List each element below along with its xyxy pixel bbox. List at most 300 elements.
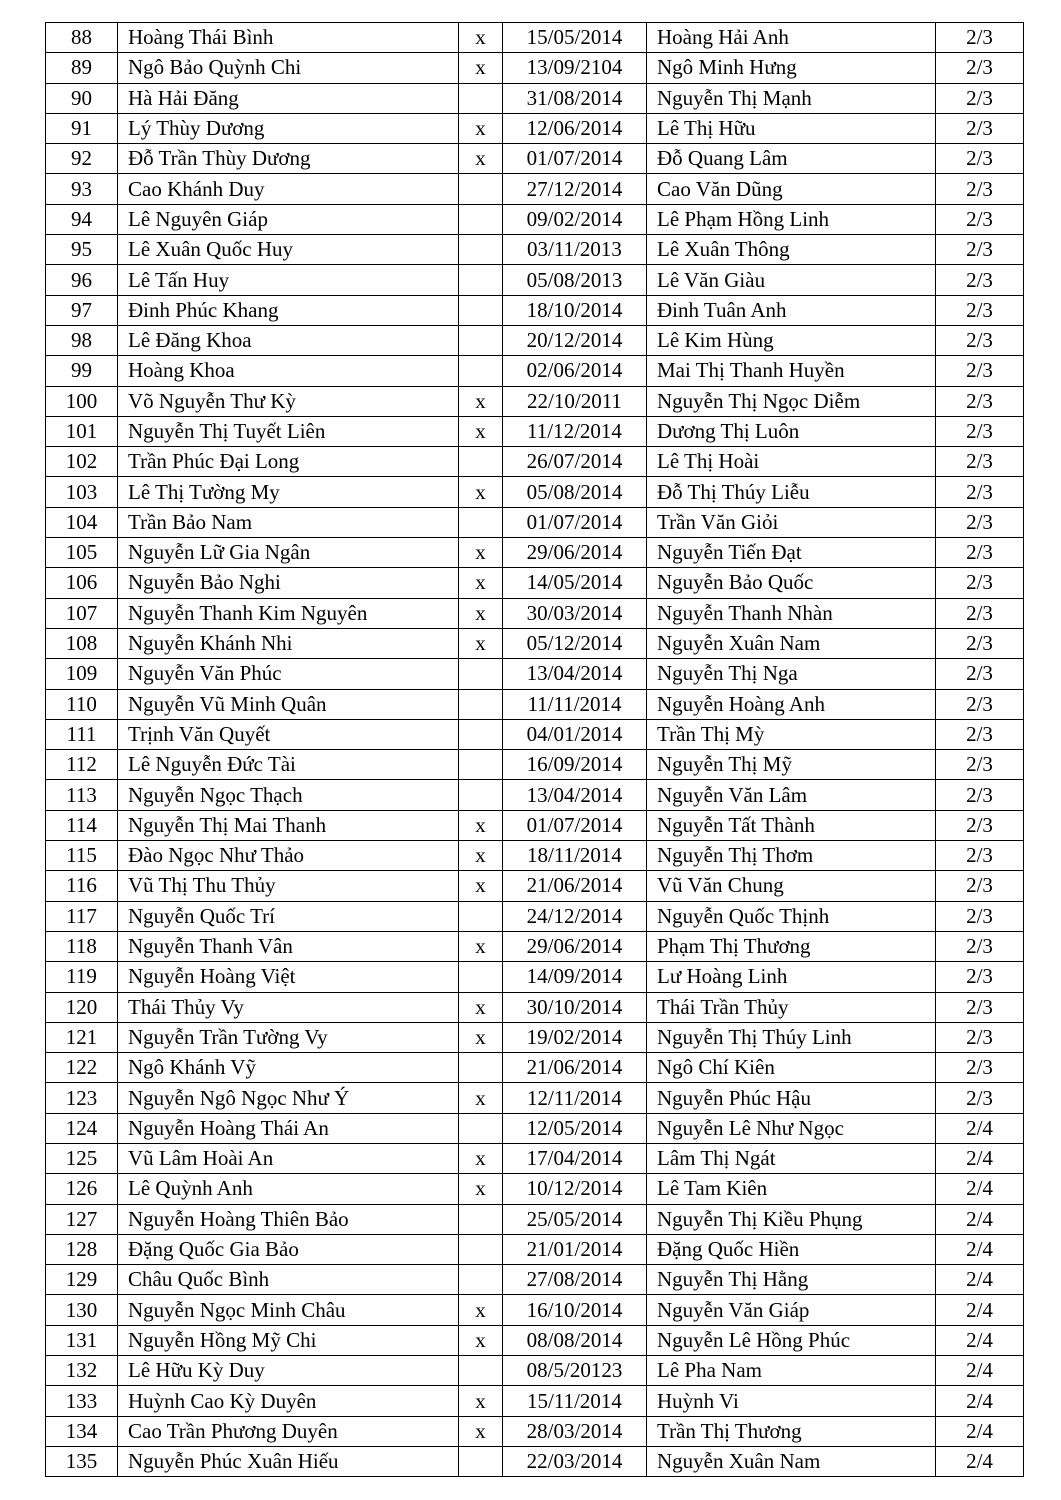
mark-cell: [459, 780, 503, 810]
date-of-birth: 17/04/2014: [503, 1143, 647, 1173]
row-number: 115: [46, 841, 118, 871]
parent-name: Trần Thị Mỳ: [647, 719, 936, 749]
date-of-birth: 08/5/20123: [503, 1356, 647, 1386]
date-of-birth: 02/06/2014: [503, 356, 647, 386]
table-row: [46, 386, 1024, 416]
date-of-birth: 11/11/2014: [503, 689, 647, 719]
row-number: 107: [46, 598, 118, 628]
student-name: Nguyễn Hoàng Thái An: [118, 1113, 459, 1143]
mark-cell: [459, 750, 503, 780]
row-number: 134: [46, 1416, 118, 1446]
class-cell: 2/3: [936, 235, 1024, 265]
mark-cell: x: [459, 931, 503, 961]
student-name: Hoàng Khoa: [118, 356, 459, 386]
date-of-birth: 16/09/2014: [503, 750, 647, 780]
student-name: Cao Khánh Duy: [118, 174, 459, 204]
table-row: [46, 901, 1024, 931]
mark-cell: [459, 1265, 503, 1295]
row-number: 111: [46, 719, 118, 749]
date-of-birth: 14/05/2014: [503, 568, 647, 598]
mark-cell: [459, 1113, 503, 1143]
parent-name: Nguyễn Thanh Nhàn: [647, 598, 936, 628]
table-row: [46, 53, 1024, 83]
student-name: Lý Thùy Dương: [118, 113, 459, 143]
class-cell: 2/3: [936, 325, 1024, 355]
table-row: [46, 962, 1024, 992]
mark-cell: x: [459, 416, 503, 446]
row-number: 98: [46, 325, 118, 355]
date-of-birth: 11/12/2014: [503, 416, 647, 446]
date-of-birth: 26/07/2014: [503, 447, 647, 477]
table-row: [46, 689, 1024, 719]
parent-name: Thái Trần Thủy: [647, 992, 936, 1022]
class-cell: 2/3: [936, 265, 1024, 295]
date-of-birth: 13/04/2014: [503, 780, 647, 810]
table-row: [46, 83, 1024, 113]
mark-cell: [459, 1446, 503, 1476]
row-number: 123: [46, 1083, 118, 1113]
class-cell: 2/4: [936, 1265, 1024, 1295]
parent-name: Nguyễn Thị Hằng: [647, 1265, 936, 1295]
mark-cell: [459, 265, 503, 295]
table-row: [46, 538, 1024, 568]
student-name: Trần Bảo Nam: [118, 507, 459, 537]
date-of-birth: 21/01/2014: [503, 1234, 647, 1264]
row-number: 133: [46, 1386, 118, 1416]
parent-name: Hoàng Hải Anh: [647, 23, 936, 53]
date-of-birth: 05/08/2013: [503, 265, 647, 295]
table-row: [46, 235, 1024, 265]
date-of-birth: 27/12/2014: [503, 174, 647, 204]
row-number: 94: [46, 204, 118, 234]
class-cell: 2/3: [936, 447, 1024, 477]
date-of-birth: 13/09/2104: [503, 53, 647, 83]
student-name: Lê Thị Tường My: [118, 477, 459, 507]
student-name: Cao Trần Phương Duyên: [118, 1416, 459, 1446]
mark-cell: [459, 235, 503, 265]
student-name: Lê Tấn Huy: [118, 265, 459, 295]
mark-cell: [459, 325, 503, 355]
table-row: [46, 174, 1024, 204]
parent-name: Ngô Minh Hưng: [647, 53, 936, 83]
row-number: 124: [46, 1113, 118, 1143]
class-cell: 2/4: [936, 1416, 1024, 1446]
table-row: [46, 23, 1024, 53]
table-row: [46, 992, 1024, 1022]
table-row: [46, 1204, 1024, 1234]
class-cell: 2/3: [936, 23, 1024, 53]
student-name: Trần Phúc Đại Long: [118, 447, 459, 477]
row-number: 121: [46, 1022, 118, 1052]
parent-name: Nguyễn Xuân Nam: [647, 628, 936, 658]
parent-name: Huỳnh Vi: [647, 1386, 936, 1416]
row-number: 128: [46, 1234, 118, 1264]
class-cell: 2/4: [936, 1446, 1024, 1476]
student-name: Nguyễn Bảo Nghi: [118, 568, 459, 598]
class-cell: 2/4: [936, 1295, 1024, 1325]
row-number: 105: [46, 538, 118, 568]
class-cell: 2/3: [936, 568, 1024, 598]
table-row: [46, 1113, 1024, 1143]
parent-name: Đặng Quốc Hiền: [647, 1234, 936, 1264]
class-cell: 2/4: [936, 1356, 1024, 1386]
date-of-birth: 30/10/2014: [503, 992, 647, 1022]
parent-name: Nguyễn Bảo Quốc: [647, 568, 936, 598]
class-cell: 2/3: [936, 204, 1024, 234]
row-number: 132: [46, 1356, 118, 1386]
row-number: 116: [46, 871, 118, 901]
row-number: 109: [46, 659, 118, 689]
student-name: Nguyễn Thị Tuyết Liên: [118, 416, 459, 446]
mark-cell: [459, 83, 503, 113]
mark-cell: [459, 204, 503, 234]
student-name: Ngô Khánh Vỹ: [118, 1053, 459, 1083]
class-cell: 2/3: [936, 780, 1024, 810]
row-number: 96: [46, 265, 118, 295]
parent-name: Lê Thị Hoài: [647, 447, 936, 477]
table-row: [46, 750, 1024, 780]
table-row: [46, 265, 1024, 295]
row-number: 118: [46, 931, 118, 961]
student-name: Nguyễn Hoàng Thiên Bảo: [118, 1204, 459, 1234]
parent-name: Lê Xuân Thông: [647, 235, 936, 265]
date-of-birth: 04/01/2014: [503, 719, 647, 749]
row-number: 113: [46, 780, 118, 810]
mark-cell: x: [459, 1143, 503, 1173]
parent-name: Nguyễn Tất Thành: [647, 810, 936, 840]
student-name: Lê Nguyên Giáp: [118, 204, 459, 234]
student-name: Nguyễn Thị Mai Thanh: [118, 810, 459, 840]
parent-name: Lê Pha Nam: [647, 1356, 936, 1386]
parent-name: Nguyễn Tiến Đạt: [647, 538, 936, 568]
student-name: Nguyễn Hồng Mỹ Chi: [118, 1325, 459, 1355]
table-row: [46, 598, 1024, 628]
row-number: 104: [46, 507, 118, 537]
mark-cell: x: [459, 1416, 503, 1446]
parent-name: Trần Thị Thương: [647, 1416, 936, 1446]
student-name: Đặng Quốc Gia Bảo: [118, 1234, 459, 1264]
table-row: [46, 780, 1024, 810]
student-name: Nguyễn Ngọc Thạch: [118, 780, 459, 810]
table-row: [46, 1446, 1024, 1476]
mark-cell: x: [459, 538, 503, 568]
student-name: Hoàng Thái Bình: [118, 23, 459, 53]
row-number: 100: [46, 386, 118, 416]
mark-cell: x: [459, 386, 503, 416]
mark-cell: x: [459, 144, 503, 174]
date-of-birth: 21/06/2014: [503, 1053, 647, 1083]
table-row: [46, 568, 1024, 598]
table-row: [46, 325, 1024, 355]
row-number: 130: [46, 1295, 118, 1325]
mark-cell: [459, 719, 503, 749]
mark-cell: x: [459, 1022, 503, 1052]
parent-name: Nguyễn Thị Ngọc Diễm: [647, 386, 936, 416]
class-cell: 2/4: [936, 1113, 1024, 1143]
row-number: 127: [46, 1204, 118, 1234]
mark-cell: x: [459, 598, 503, 628]
class-cell: 2/3: [936, 507, 1024, 537]
date-of-birth: 22/10/2011: [503, 386, 647, 416]
parent-name: Đinh Tuân Anh: [647, 295, 936, 325]
student-name: Nguyễn Thanh Kim Nguyên: [118, 598, 459, 628]
row-number: 95: [46, 235, 118, 265]
parent-name: Nguyễn Lê Như Ngọc: [647, 1113, 936, 1143]
student-name: Đỗ Trần Thùy Dương: [118, 144, 459, 174]
date-of-birth: 18/11/2014: [503, 841, 647, 871]
table-row: [46, 1265, 1024, 1295]
date-of-birth: 01/07/2014: [503, 144, 647, 174]
mark-cell: x: [459, 1083, 503, 1113]
class-cell: 2/4: [936, 1143, 1024, 1173]
date-of-birth: 29/06/2014: [503, 538, 647, 568]
class-cell: 2/3: [936, 144, 1024, 174]
date-of-birth: 15/11/2014: [503, 1386, 647, 1416]
parent-name: Lê Thị Hữu: [647, 113, 936, 143]
mark-cell: x: [459, 810, 503, 840]
class-cell: 2/3: [936, 931, 1024, 961]
date-of-birth: 22/03/2014: [503, 1446, 647, 1476]
mark-cell: [459, 659, 503, 689]
row-number: 126: [46, 1174, 118, 1204]
row-number: 101: [46, 416, 118, 446]
mark-cell: [459, 1356, 503, 1386]
student-name: Nguyễn Phúc Xuân Hiếu: [118, 1446, 459, 1476]
table-row: [46, 477, 1024, 507]
parent-name: Nguyễn Văn Giáp: [647, 1295, 936, 1325]
date-of-birth: 15/05/2014: [503, 23, 647, 53]
class-cell: 2/4: [936, 1174, 1024, 1204]
table-row: [46, 659, 1024, 689]
date-of-birth: 29/06/2014: [503, 931, 647, 961]
student-name: Huỳnh Cao Kỳ Duyên: [118, 1386, 459, 1416]
date-of-birth: 21/06/2014: [503, 871, 647, 901]
table-row: [46, 113, 1024, 143]
date-of-birth: 16/10/2014: [503, 1295, 647, 1325]
date-of-birth: 10/12/2014: [503, 1174, 647, 1204]
class-cell: 2/3: [936, 174, 1024, 204]
mark-cell: [459, 295, 503, 325]
parent-name: Lê Kim Hùng: [647, 325, 936, 355]
student-name: Lê Đăng Khoa: [118, 325, 459, 355]
date-of-birth: 28/03/2014: [503, 1416, 647, 1446]
row-number: 90: [46, 83, 118, 113]
student-name: Nguyễn Vũ Minh Quân: [118, 689, 459, 719]
class-cell: 2/3: [936, 1022, 1024, 1052]
table-row: [46, 1356, 1024, 1386]
class-cell: 2/3: [936, 841, 1024, 871]
student-name: Nguyễn Khánh Nhi: [118, 628, 459, 658]
table-row: [46, 204, 1024, 234]
class-cell: 2/3: [936, 598, 1024, 628]
class-cell: 2/3: [936, 477, 1024, 507]
date-of-birth: 09/02/2014: [503, 204, 647, 234]
row-number: 102: [46, 447, 118, 477]
student-name: Nguyễn Hoàng Việt: [118, 962, 459, 992]
table-row: [46, 1416, 1024, 1446]
student-name: Thái Thủy Vy: [118, 992, 459, 1022]
mark-cell: x: [459, 113, 503, 143]
table-row: [46, 1386, 1024, 1416]
table-row: [46, 841, 1024, 871]
table-row: [46, 356, 1024, 386]
row-number: 88: [46, 23, 118, 53]
class-cell: 2/3: [936, 901, 1024, 931]
mark-cell: [459, 689, 503, 719]
mark-cell: [459, 507, 503, 537]
mark-cell: x: [459, 23, 503, 53]
class-cell: 2/3: [936, 538, 1024, 568]
date-of-birth: 12/05/2014: [503, 1113, 647, 1143]
parent-name: Nguyễn Văn Lâm: [647, 780, 936, 810]
date-of-birth: 01/07/2014: [503, 507, 647, 537]
student-name: Nguyễn Văn Phúc: [118, 659, 459, 689]
table-row: [46, 1022, 1024, 1052]
date-of-birth: 14/09/2014: [503, 962, 647, 992]
mark-cell: x: [459, 1386, 503, 1416]
class-cell: 2/4: [936, 1325, 1024, 1355]
row-number: 108: [46, 628, 118, 658]
class-cell: 2/4: [936, 1234, 1024, 1264]
row-number: 114: [46, 810, 118, 840]
table-row: [46, 295, 1024, 325]
class-cell: 2/3: [936, 386, 1024, 416]
date-of-birth: 12/06/2014: [503, 113, 647, 143]
student-name: Lê Hữu Kỳ Duy: [118, 1356, 459, 1386]
parent-name: Lâm Thị Ngát: [647, 1143, 936, 1173]
class-cell: 2/3: [936, 750, 1024, 780]
parent-name: Nguyễn Thị Mạnh: [647, 83, 936, 113]
class-cell: 2/3: [936, 1053, 1024, 1083]
student-name: Lê Xuân Quốc Huy: [118, 235, 459, 265]
class-cell: 2/3: [936, 416, 1024, 446]
date-of-birth: 18/10/2014: [503, 295, 647, 325]
student-roster-table: [45, 22, 1024, 1477]
row-number: 97: [46, 295, 118, 325]
table-row: [46, 1143, 1024, 1173]
parent-name: Lê Văn Giàu: [647, 265, 936, 295]
student-name: Hà Hải Đăng: [118, 83, 459, 113]
parent-name: Ngô Chí Kiên: [647, 1053, 936, 1083]
row-number: 93: [46, 174, 118, 204]
parent-name: Đỗ Quang Lâm: [647, 144, 936, 174]
class-cell: 2/4: [936, 1386, 1024, 1416]
table-row: [46, 1295, 1024, 1325]
table-row: [46, 810, 1024, 840]
student-name: Lê Quỳnh Anh: [118, 1174, 459, 1204]
date-of-birth: 30/03/2014: [503, 598, 647, 628]
student-name: Đinh Phúc Khang: [118, 295, 459, 325]
student-name: Châu Quốc Bình: [118, 1265, 459, 1295]
date-of-birth: 12/11/2014: [503, 1083, 647, 1113]
table-row: [46, 1234, 1024, 1264]
row-number: 120: [46, 992, 118, 1022]
parent-name: Trần Văn Giỏi: [647, 507, 936, 537]
student-name: Nguyễn Lữ Gia Ngân: [118, 538, 459, 568]
table-row: [46, 1325, 1024, 1355]
row-number: 117: [46, 901, 118, 931]
student-name: Đào Ngọc Như Thảo: [118, 841, 459, 871]
date-of-birth: 05/12/2014: [503, 628, 647, 658]
student-name: Ngô Bảo Quỳnh Chi: [118, 53, 459, 83]
class-cell: 2/3: [936, 659, 1024, 689]
class-cell: 2/3: [936, 628, 1024, 658]
class-cell: 2/3: [936, 113, 1024, 143]
class-cell: 2/4: [936, 1204, 1024, 1234]
parent-name: Nguyễn Lê Hồng Phúc: [647, 1325, 936, 1355]
parent-name: Nguyễn Phúc Hậu: [647, 1083, 936, 1113]
parent-name: Đỗ Thị Thúy Liễu: [647, 477, 936, 507]
parent-name: Lê Phạm Hồng Linh: [647, 204, 936, 234]
table-row: [46, 447, 1024, 477]
class-cell: 2/3: [936, 1083, 1024, 1113]
mark-cell: [459, 1234, 503, 1264]
student-name: Trịnh Văn Quyết: [118, 719, 459, 749]
parent-name: Lư Hoàng Linh: [647, 962, 936, 992]
mark-cell: x: [459, 841, 503, 871]
date-of-birth: 01/07/2014: [503, 810, 647, 840]
class-cell: 2/3: [936, 689, 1024, 719]
mark-cell: x: [459, 628, 503, 658]
parent-name: Lê Tam Kiên: [647, 1174, 936, 1204]
date-of-birth: 08/08/2014: [503, 1325, 647, 1355]
table-row: [46, 871, 1024, 901]
class-cell: 2/3: [936, 356, 1024, 386]
mark-cell: [459, 1053, 503, 1083]
class-cell: 2/3: [936, 719, 1024, 749]
row-number: 92: [46, 144, 118, 174]
row-number: 135: [46, 1446, 118, 1476]
student-name: Nguyễn Quốc Trí: [118, 901, 459, 931]
row-number: 129: [46, 1265, 118, 1295]
student-name: Nguyễn Trần Tường Vy: [118, 1022, 459, 1052]
mark-cell: x: [459, 53, 503, 83]
mark-cell: x: [459, 568, 503, 598]
student-name: Nguyễn Thanh Vân: [118, 931, 459, 961]
row-number: 110: [46, 689, 118, 719]
student-name: Nguyễn Ngô Ngọc Như Ý: [118, 1083, 459, 1113]
mark-cell: x: [459, 1325, 503, 1355]
mark-cell: [459, 174, 503, 204]
date-of-birth: 19/02/2014: [503, 1022, 647, 1052]
row-number: 131: [46, 1325, 118, 1355]
parent-name: Phạm Thị Thương: [647, 931, 936, 961]
parent-name: Nguyễn Thị Mỹ: [647, 750, 936, 780]
date-of-birth: 31/08/2014: [503, 83, 647, 113]
class-cell: 2/3: [936, 810, 1024, 840]
date-of-birth: 27/08/2014: [503, 1265, 647, 1295]
table-row: [46, 416, 1024, 446]
mark-cell: x: [459, 992, 503, 1022]
parent-name: Dương Thị Luôn: [647, 416, 936, 446]
table-row: [46, 507, 1024, 537]
student-name: Vũ Lâm Hoài An: [118, 1143, 459, 1173]
student-name: Nguyễn Ngọc Minh Châu: [118, 1295, 459, 1325]
mark-cell: x: [459, 1174, 503, 1204]
mark-cell: [459, 356, 503, 386]
date-of-birth: 05/08/2014: [503, 477, 647, 507]
row-number: 119: [46, 962, 118, 992]
date-of-birth: 13/04/2014: [503, 659, 647, 689]
parent-name: Nguyễn Thị Nga: [647, 659, 936, 689]
mark-cell: [459, 962, 503, 992]
row-number: 91: [46, 113, 118, 143]
table-row: [46, 1083, 1024, 1113]
row-number: 122: [46, 1053, 118, 1083]
student-name: Vũ Thị Thu Thủy: [118, 871, 459, 901]
row-number: 99: [46, 356, 118, 386]
date-of-birth: 25/05/2014: [503, 1204, 647, 1234]
